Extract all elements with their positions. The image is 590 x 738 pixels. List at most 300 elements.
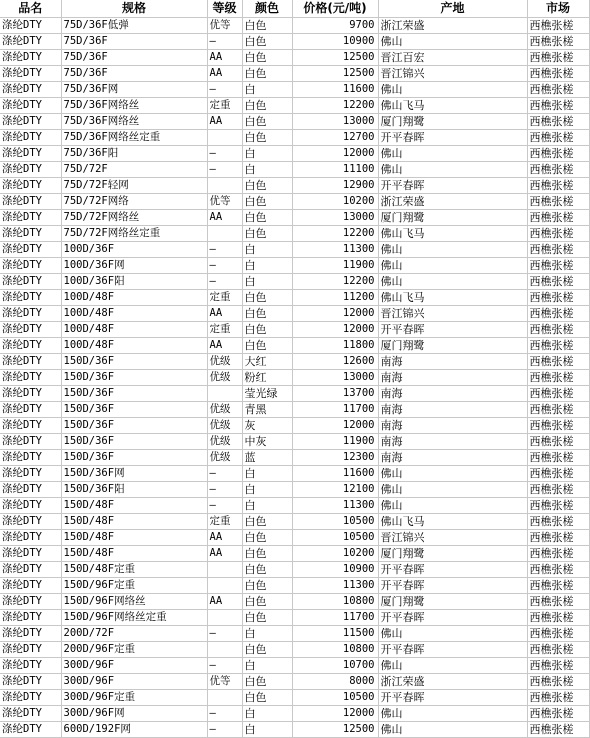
cell-spec: 75D/36F: [61, 66, 207, 82]
cell-spec: 300D/96F: [61, 658, 207, 674]
header-product: 品名: [0, 0, 61, 18]
cell-color: 白色: [242, 98, 292, 114]
table-row: [0, 450, 589, 466]
table-row: [0, 626, 589, 642]
cell-origin: 开平春晖: [378, 130, 527, 146]
table-row: [0, 354, 589, 370]
cell-product: 涤纶DTY: [0, 34, 61, 50]
cell-grade: 优等: [207, 194, 242, 210]
cell-spec: 150D/36F: [61, 450, 207, 466]
cell-origin: 南海: [378, 402, 527, 418]
cell-grade: —: [207, 34, 242, 50]
cell-price: 13000: [292, 370, 378, 386]
cell-grade: AA: [207, 66, 242, 82]
cell-origin: 佛山: [378, 722, 527, 738]
cell-market: 西樵张槎: [527, 402, 589, 418]
cell-product: 涤纶DTY: [0, 226, 61, 242]
cell-price: 12900: [292, 178, 378, 194]
cell-market: 西樵张槎: [527, 530, 589, 546]
cell-spec: 75D/72F网络丝: [61, 210, 207, 226]
cell-price: 10500: [292, 514, 378, 530]
cell-grade: [207, 226, 242, 242]
cell-market: 西樵张槎: [527, 162, 589, 178]
cell-spec: 150D/36F阳: [61, 482, 207, 498]
table-row: [0, 18, 589, 34]
cell-price: 10900: [292, 562, 378, 578]
cell-color: 白: [242, 274, 292, 290]
cell-origin: 佛山: [378, 162, 527, 178]
cell-color: 灰: [242, 418, 292, 434]
cell-price: 12000: [292, 706, 378, 722]
cell-origin: 佛山: [378, 82, 527, 98]
cell-price: 13000: [292, 114, 378, 130]
cell-grade: 优级: [207, 450, 242, 466]
cell-grade: 优等: [207, 18, 242, 34]
cell-product: 涤纶DTY: [0, 354, 61, 370]
table-row: [0, 290, 589, 306]
table-row: [0, 690, 589, 706]
table-row: [0, 594, 589, 610]
cell-market: 西樵张槎: [527, 178, 589, 194]
cell-market: 西樵张槎: [527, 562, 589, 578]
cell-product: 涤纶DTY: [0, 306, 61, 322]
cell-origin: 厦门翔鹭: [378, 114, 527, 130]
cell-origin: 南海: [378, 450, 527, 466]
cell-grade: 优级: [207, 418, 242, 434]
cell-grade: AA: [207, 338, 242, 354]
cell-spec: 100D/48F: [61, 306, 207, 322]
cell-market: 西樵张槎: [527, 82, 589, 98]
cell-spec: 150D/48F: [61, 514, 207, 530]
cell-product: 涤纶DTY: [0, 626, 61, 642]
cell-product: 涤纶DTY: [0, 290, 61, 306]
table-row: [0, 146, 589, 162]
cell-grade: [207, 178, 242, 194]
cell-price: 11800: [292, 338, 378, 354]
cell-origin: 南海: [378, 386, 527, 402]
cell-product: 涤纶DTY: [0, 402, 61, 418]
cell-price: 12300: [292, 450, 378, 466]
cell-origin: 南海: [378, 354, 527, 370]
cell-spec: 75D/72F网络: [61, 194, 207, 210]
cell-market: 西樵张槎: [527, 386, 589, 402]
cell-product: 涤纶DTY: [0, 162, 61, 178]
cell-color: 白: [242, 466, 292, 482]
table-row: [0, 658, 589, 674]
cell-market: 西樵张槎: [527, 610, 589, 626]
cell-price: 11600: [292, 466, 378, 482]
cell-color: 白: [242, 626, 292, 642]
cell-color: 白色: [242, 114, 292, 130]
cell-spec: 75D/72F网络丝定重: [61, 226, 207, 242]
cell-color: 粉红: [242, 370, 292, 386]
cell-origin: 开平春晖: [378, 178, 527, 194]
cell-origin: 开平春晖: [378, 562, 527, 578]
cell-market: 西樵张槎: [527, 370, 589, 386]
cell-grade: —: [207, 482, 242, 498]
cell-color: 白: [242, 242, 292, 258]
cell-product: 涤纶DTY: [0, 242, 61, 258]
cell-product: 涤纶DTY: [0, 562, 61, 578]
cell-price: 11600: [292, 82, 378, 98]
cell-market: 西樵张槎: [527, 114, 589, 130]
cell-market: 西樵张槎: [527, 274, 589, 290]
cell-price: 11300: [292, 578, 378, 594]
cell-product: 涤纶DTY: [0, 450, 61, 466]
cell-origin: 佛山飞马: [378, 514, 527, 530]
cell-price: 10500: [292, 690, 378, 706]
cell-color: 白色: [242, 66, 292, 82]
cell-spec: 150D/96F网络丝: [61, 594, 207, 610]
cell-market: 西樵张槎: [527, 18, 589, 34]
cell-grade: AA: [207, 594, 242, 610]
cell-color: 青黑: [242, 402, 292, 418]
cell-price: 12500: [292, 50, 378, 66]
cell-product: 涤纶DTY: [0, 658, 61, 674]
cell-product: 涤纶DTY: [0, 706, 61, 722]
table-body: [0, 18, 589, 738]
cell-market: 西樵张槎: [527, 514, 589, 530]
cell-market: 西樵张槎: [527, 642, 589, 658]
cell-color: 白色: [242, 562, 292, 578]
cell-spec: 150D/96F定重: [61, 578, 207, 594]
table-row: [0, 546, 589, 562]
cell-price: 11200: [292, 290, 378, 306]
cell-product: 涤纶DTY: [0, 514, 61, 530]
cell-origin: 南海: [378, 370, 527, 386]
cell-color: 白色: [242, 690, 292, 706]
cell-spec: 150D/36F: [61, 370, 207, 386]
cell-price: 8000: [292, 674, 378, 690]
cell-product: 涤纶DTY: [0, 322, 61, 338]
cell-product: 涤纶DTY: [0, 546, 61, 562]
cell-color: 白色: [242, 226, 292, 242]
cell-color: 白色: [242, 546, 292, 562]
cell-spec: 150D/36F: [61, 402, 207, 418]
cell-spec: 75D/36F网: [61, 82, 207, 98]
cell-market: 西樵张槎: [527, 242, 589, 258]
cell-product: 涤纶DTY: [0, 338, 61, 354]
cell-origin: 开平春晖: [378, 690, 527, 706]
cell-origin: 厦门翔鹭: [378, 338, 527, 354]
cell-origin: 浙江荣盛: [378, 674, 527, 690]
cell-color: 蓝: [242, 450, 292, 466]
cell-grade: —: [207, 626, 242, 642]
cell-price: 10800: [292, 594, 378, 610]
cell-color: 白: [242, 658, 292, 674]
cell-color: 大红: [242, 354, 292, 370]
table-row: [0, 530, 589, 546]
cell-color: 白色: [242, 210, 292, 226]
table-row: [0, 386, 589, 402]
cell-grade: 定重: [207, 290, 242, 306]
cell-origin: 晋江锦兴: [378, 306, 527, 322]
cell-origin: 佛山: [378, 258, 527, 274]
table-row: [0, 642, 589, 658]
cell-price: 9700: [292, 18, 378, 34]
cell-price: 10900: [292, 34, 378, 50]
cell-origin: 佛山飞马: [378, 226, 527, 242]
cell-color: 白色: [242, 594, 292, 610]
cell-color: 白色: [242, 290, 292, 306]
cell-grade: 优级: [207, 402, 242, 418]
cell-market: 西樵张槎: [527, 210, 589, 226]
header-market: 市场: [527, 0, 589, 18]
cell-grade: [207, 386, 242, 402]
cell-spec: 150D/48F定重: [61, 562, 207, 578]
table-row: [0, 34, 589, 50]
cell-grade: —: [207, 274, 242, 290]
cell-market: 西樵张槎: [527, 722, 589, 738]
cell-grade: AA: [207, 210, 242, 226]
cell-grade: 定重: [207, 514, 242, 530]
header-color: 颜色: [242, 0, 292, 18]
cell-grade: —: [207, 658, 242, 674]
cell-price: 13000: [292, 210, 378, 226]
cell-spec: 200D/72F: [61, 626, 207, 642]
cell-grade: AA: [207, 546, 242, 562]
cell-price: 11100: [292, 162, 378, 178]
cell-spec: 300D/96F定重: [61, 690, 207, 706]
cell-spec: 75D/36F: [61, 50, 207, 66]
cell-spec: 75D/36F阳: [61, 146, 207, 162]
table-row: [0, 722, 589, 738]
cell-product: 涤纶DTY: [0, 370, 61, 386]
table-row: [0, 706, 589, 722]
cell-spec: 150D/36F: [61, 386, 207, 402]
cell-price: 10800: [292, 642, 378, 658]
cell-spec: 100D/48F: [61, 322, 207, 338]
cell-price: 11900: [292, 258, 378, 274]
header-origin: 产地: [378, 0, 527, 18]
cell-origin: 佛山: [378, 482, 527, 498]
cell-spec: 150D/36F网: [61, 466, 207, 482]
cell-origin: 开平春晖: [378, 642, 527, 658]
cell-color: 中灰: [242, 434, 292, 450]
cell-product: 涤纶DTY: [0, 418, 61, 434]
cell-grade: —: [207, 242, 242, 258]
cell-spec: 75D/36F低弹: [61, 18, 207, 34]
cell-origin: 浙江荣盛: [378, 18, 527, 34]
cell-price: 12000: [292, 306, 378, 322]
cell-product: 涤纶DTY: [0, 674, 61, 690]
cell-product: 涤纶DTY: [0, 194, 61, 210]
cell-price: 12200: [292, 274, 378, 290]
cell-color: 白色: [242, 642, 292, 658]
cell-market: 西樵张槎: [527, 594, 589, 610]
cell-origin: 佛山飞马: [378, 290, 527, 306]
cell-market: 西樵张槎: [527, 226, 589, 242]
cell-grade: —: [207, 258, 242, 274]
cell-spec: 150D/96F网络丝定重: [61, 610, 207, 626]
cell-price: 12500: [292, 66, 378, 82]
cell-grade: 优等: [207, 674, 242, 690]
cell-market: 西樵张槎: [527, 434, 589, 450]
cell-spec: 150D/36F: [61, 434, 207, 450]
cell-spec: 150D/36F: [61, 354, 207, 370]
cell-market: 西樵张槎: [527, 450, 589, 466]
cell-price: 11700: [292, 402, 378, 418]
cell-market: 西樵张槎: [527, 418, 589, 434]
table-row: [0, 306, 589, 322]
table-row: [0, 274, 589, 290]
cell-grade: [207, 690, 242, 706]
header-row: [0, 0, 589, 18]
cell-grade: 优级: [207, 434, 242, 450]
cell-origin: 厦门翔鹭: [378, 594, 527, 610]
table-row: [0, 114, 589, 130]
cell-spec: 600D/192F网: [61, 722, 207, 738]
cell-market: 西樵张槎: [527, 130, 589, 146]
cell-product: 涤纶DTY: [0, 690, 61, 706]
table-row: [0, 418, 589, 434]
cell-price: 12600: [292, 354, 378, 370]
cell-color: 白: [242, 722, 292, 738]
table-row: [0, 178, 589, 194]
cell-market: 西樵张槎: [527, 258, 589, 274]
cell-spec: 100D/48F: [61, 338, 207, 354]
table-row: [0, 242, 589, 258]
cell-market: 西樵张槎: [527, 322, 589, 338]
cell-color: 白色: [242, 18, 292, 34]
header-grade: 等级: [207, 0, 242, 18]
cell-product: 涤纶DTY: [0, 130, 61, 146]
cell-market: 西樵张槎: [527, 658, 589, 674]
cell-price: 12000: [292, 418, 378, 434]
cell-origin: 佛山: [378, 466, 527, 482]
cell-spec: 150D/48F: [61, 530, 207, 546]
table-row: [0, 226, 589, 242]
cell-spec: 100D/36F阳: [61, 274, 207, 290]
cell-market: 西樵张槎: [527, 50, 589, 66]
table-row: [0, 130, 589, 146]
cell-price: 12000: [292, 322, 378, 338]
cell-product: 涤纶DTY: [0, 114, 61, 130]
cell-product: 涤纶DTY: [0, 498, 61, 514]
cell-market: 西樵张槎: [527, 354, 589, 370]
cell-grade: —: [207, 466, 242, 482]
table-row: [0, 514, 589, 530]
cell-price: 11300: [292, 242, 378, 258]
cell-product: 涤纶DTY: [0, 466, 61, 482]
cell-grade: —: [207, 722, 242, 738]
cell-color: 白: [242, 146, 292, 162]
cell-product: 涤纶DTY: [0, 66, 61, 82]
cell-grade: —: [207, 82, 242, 98]
cell-product: 涤纶DTY: [0, 258, 61, 274]
cell-market: 西樵张槎: [527, 674, 589, 690]
cell-grade: —: [207, 498, 242, 514]
cell-market: 西樵张槎: [527, 34, 589, 50]
cell-origin: 晋江百宏: [378, 50, 527, 66]
cell-spec: 300D/96F网: [61, 706, 207, 722]
cell-product: 涤纶DTY: [0, 642, 61, 658]
cell-origin: 佛山: [378, 242, 527, 258]
cell-origin: 开平春晖: [378, 322, 527, 338]
cell-origin: 浙江荣盛: [378, 194, 527, 210]
cell-market: 西樵张槎: [527, 706, 589, 722]
cell-spec: 150D/48F: [61, 546, 207, 562]
cell-price: 12700: [292, 130, 378, 146]
cell-market: 西樵张槎: [527, 498, 589, 514]
cell-spec: 75D/36F: [61, 34, 207, 50]
cell-color: 白色: [242, 674, 292, 690]
cell-color: 莹光绿: [242, 386, 292, 402]
table-row: [0, 194, 589, 210]
table-row: [0, 610, 589, 626]
cell-product: 涤纶DTY: [0, 178, 61, 194]
table-row: [0, 82, 589, 98]
cell-grade: —: [207, 162, 242, 178]
cell-origin: 南海: [378, 418, 527, 434]
cell-market: 西樵张槎: [527, 578, 589, 594]
cell-spec: 75D/36F网络丝定重: [61, 130, 207, 146]
cell-product: 涤纶DTY: [0, 274, 61, 290]
table-row: [0, 50, 589, 66]
cell-color: 白: [242, 258, 292, 274]
cell-grade: AA: [207, 306, 242, 322]
table-row: [0, 498, 589, 514]
cell-price: 12100: [292, 482, 378, 498]
table-row: [0, 210, 589, 226]
cell-price: 10500: [292, 530, 378, 546]
cell-market: 西樵张槎: [527, 290, 589, 306]
cell-price: 12200: [292, 226, 378, 242]
cell-origin: 佛山: [378, 498, 527, 514]
table-row: [0, 482, 589, 498]
table-row: [0, 370, 589, 386]
cell-price: 10200: [292, 194, 378, 210]
table-row: [0, 322, 589, 338]
cell-spec: 75D/36F网络丝: [61, 114, 207, 130]
cell-origin: 佛山: [378, 274, 527, 290]
cell-spec: 150D/36F: [61, 418, 207, 434]
cell-market: 西樵张槎: [527, 626, 589, 642]
cell-product: 涤纶DTY: [0, 50, 61, 66]
cell-product: 涤纶DTY: [0, 18, 61, 34]
table-row: [0, 578, 589, 594]
cell-spec: 200D/96F定重: [61, 642, 207, 658]
cell-spec: 75D/36F网络丝: [61, 98, 207, 114]
cell-color: 白色: [242, 130, 292, 146]
table-row: [0, 434, 589, 450]
cell-product: 涤纶DTY: [0, 434, 61, 450]
table-row: [0, 466, 589, 482]
cell-origin: 佛山: [378, 34, 527, 50]
cell-market: 西樵张槎: [527, 338, 589, 354]
cell-origin: 佛山飞马: [378, 98, 527, 114]
table-row: [0, 338, 589, 354]
cell-origin: 开平春晖: [378, 578, 527, 594]
cell-grade: —: [207, 146, 242, 162]
cell-product: 涤纶DTY: [0, 594, 61, 610]
cell-product: 涤纶DTY: [0, 578, 61, 594]
cell-grade: 定重: [207, 322, 242, 338]
cell-market: 西樵张槎: [527, 546, 589, 562]
cell-product: 涤纶DTY: [0, 82, 61, 98]
cell-grade: [207, 130, 242, 146]
table-row: [0, 258, 589, 274]
cell-market: 西樵张槎: [527, 194, 589, 210]
cell-color: 白色: [242, 338, 292, 354]
cell-grade: 定重: [207, 98, 242, 114]
cell-grade: [207, 578, 242, 594]
cell-product: 涤纶DTY: [0, 610, 61, 626]
cell-grade: [207, 610, 242, 626]
cell-spec: 100D/36F: [61, 242, 207, 258]
cell-grade: AA: [207, 50, 242, 66]
cell-grade: [207, 642, 242, 658]
